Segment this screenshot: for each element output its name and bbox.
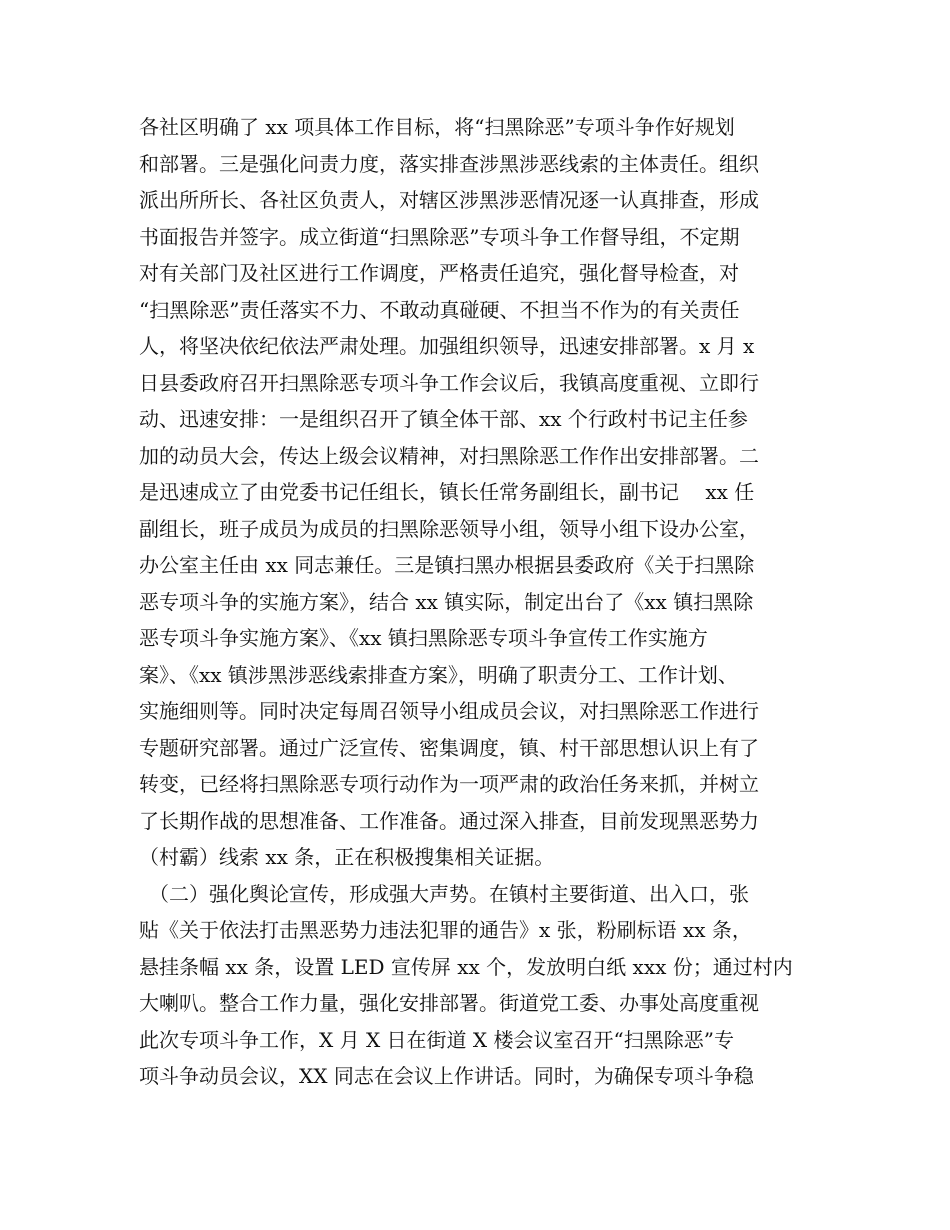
- text-line: 转变，已经将扫黑除恶专项行动作为一项严肃的政治任务来抓，并树立: [139, 772, 759, 796]
- text-line: 书面报告并签字。成立街道“扫黑除恶”专项斗争工作督导组，不定期: [139, 224, 740, 249]
- text-line: 人，将坚决依纪依法严肃处理。加强组织领导，迅速安排部署。x 月 x: [139, 334, 755, 358]
- text-line: 案》、《xx 镇涉黑涉恶线索排查方案》，明确了职责分工、工作计划、: [139, 662, 738, 687]
- text-line: 日县委政府召开扫黑除恶专项斗争工作会议后，我镇高度重视、立即行: [139, 370, 759, 395]
- text-line: 动、迅速安排：一是组织召开了镇全体干部、xx 个行政村书记主任参: [139, 407, 748, 431]
- text-line: 派出所所长、各社区负责人，对辖区涉黑涉恶情况逐一认真排查，形成: [139, 188, 759, 212]
- text-line: 各社区明确了 xx 项具体工作目标，将“扫黑除恶”专项斗争作好规划: [139, 115, 735, 139]
- text-line: 专题研究部署。通过广泛宣传、密集调度，镇、村干部思想认识上有了: [139, 735, 759, 760]
- text-line: 办公室主任由 xx 同志兼任。三是镇扫黑办根据县委政府《关于扫黑除: [139, 553, 755, 577]
- text-line: 是迅速成立了由党委书记任组长，镇长任常务副组长，副书记 xx 任: [139, 480, 755, 504]
- text-line: 对有关部门及社区进行工作调度，严格责任追究，强化督导检查，对: [139, 261, 739, 285]
- text-line: 贴《关于依法打击黑恶势力违法犯罪的通告》x 张，粉刷标语 xx 条，: [139, 918, 752, 942]
- text-line: 大喇叭。整合工作力量，强化安排部署。街道党工委、办事处高度重视: [139, 991, 759, 1015]
- text-line: 项斗争动员会议，XX 同志在会议上作讲话。同时，为确保专项斗争稳: [139, 1064, 754, 1088]
- text-line: 恶专项斗争实施方案》、《xx 镇扫黑除恶专项斗争宣传工作实施方: [139, 626, 708, 650]
- text-line: 了长期作战的思想准备、工作准备。通过深入排查，目前发现黑恶势力: [139, 808, 759, 833]
- text-line: 悬挂条幅 xx 条，设置 LED 宣传屏 xx 个，发放明白纸 xxx 份；通过村内: [139, 954, 793, 979]
- text-line: 和部署。三是强化问责力度，落实排查涉黑涉恶线索的主体责任。组织: [139, 151, 759, 176]
- text-line: 副组长，班子成员为成员的扫黑除恶领导小组，领导小组下设办公室，: [139, 516, 759, 541]
- text-line: 加的动员大会，传达上级会议精神，对扫黑除恶工作作出安排部署。二: [139, 443, 759, 468]
- body-text: [139, 109, 839, 1095]
- text-line: “扫黑除恶”责任落实不力、不敢动真碰硬、不担当不作为的有关责任: [139, 297, 740, 322]
- text-line: （村霸）线索 xx 条，正在积极搜集相关证据。: [139, 845, 555, 869]
- text-line: 实施细则等。同时决定每周召领导小组成员会议，对扫黑除恶工作进行: [139, 699, 759, 723]
- text-line: （二）强化舆论宣传，形成强大声势。在镇村主要街道、出入口，张: [139, 881, 749, 906]
- text-line: 恶专项斗争的实施方案》，结合 xx 镇实际，制定出台了《xx 镇扫黑除: [139, 589, 754, 614]
- text-line: 此次专项斗争工作，X 月 X 日在街道 X 楼会议室召开“扫黑除恶”专: [139, 1027, 734, 1052]
